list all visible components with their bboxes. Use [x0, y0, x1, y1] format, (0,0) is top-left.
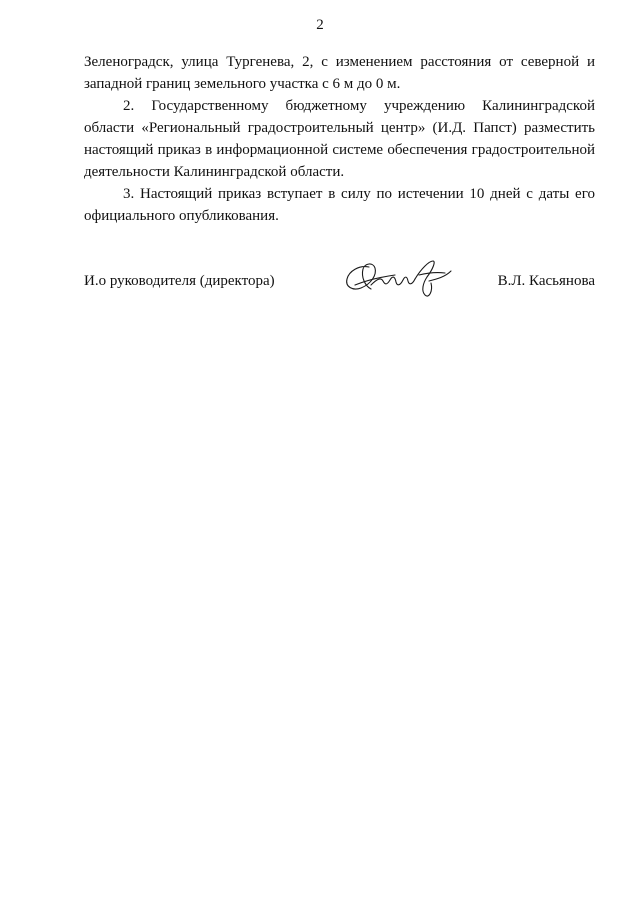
handwritten-signature: [341, 255, 456, 300]
paragraph-item-2: 2. Государственному бюджетному учреждению Калининградской области «Региональный градостроительный центр» (И.Д. Папст) разместить настоящий приказ в информационной системе обеспечения градостроительной деятельности Калининградской области.: [84, 98, 595, 180]
document-body: [84, 51, 595, 227]
paragraph-continuation: Зеленоградск, улица Тургенева, 2, с изменением расстояния от северной и западной границ земельного участка с 6 м до 0 м.: [84, 54, 595, 92]
page-number: 2: [316, 17, 324, 33]
signature-block: [84, 255, 595, 305]
signer-name: В.Л. Касьянова: [497, 273, 595, 289]
signer-position: И.о руководителя (директора): [84, 273, 275, 289]
paragraph-item-3: 3. Настоящий приказ вступает в силу по истечении 10 дней с даты его официального опубликования.: [84, 186, 595, 224]
